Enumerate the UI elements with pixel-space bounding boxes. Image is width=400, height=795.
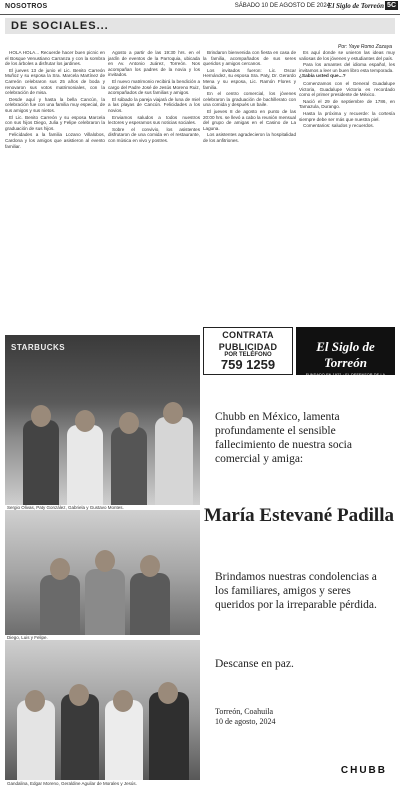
person-figure bbox=[61, 694, 99, 780]
obituary-place bbox=[215, 707, 275, 727]
obituary-intro: Chubb en México, lamenta profundamente el sensible fallecimiento de nuestra socia comercial y amiga: bbox=[215, 411, 352, 465]
deceased-name: María Estevané Padilla bbox=[204, 505, 394, 526]
person-figure bbox=[149, 692, 189, 780]
person-figure bbox=[155, 417, 193, 505]
person-head bbox=[31, 405, 51, 427]
paragraph: Es aquí donde se unieron las ideas muy valiosas de los jóvenes y estudiantes del país. bbox=[299, 50, 395, 61]
paragraph: El Lic. Benito Carreón y su esposa Marcela con sus hijos Diego, Julia y Felipe celebraron la graduación de sus hijos. bbox=[5, 114, 105, 131]
ad-line: POR TELÉFONO bbox=[224, 352, 272, 358]
newspaper-logo-ad bbox=[296, 327, 395, 381]
paragraph: Brindaron bienvenida con fiesta en casa de la familia, acompañados de sus seres queridos y amigos cercanos. bbox=[203, 50, 296, 67]
column-header: DE SOCIALES... bbox=[5, 18, 395, 34]
photo-caption: Diego, Luis y Felipe. bbox=[7, 635, 48, 640]
paragraph: En el centro comercial, los jóvenes celebraron la graduación de bachillerato con una comida y después un baile. bbox=[203, 91, 296, 108]
person-head bbox=[50, 558, 70, 580]
person-head bbox=[163, 402, 183, 424]
paragraph: Para los amantes del idioma español, les invitamos a leer un buen libro esta temporada. bbox=[299, 62, 395, 73]
person-figure bbox=[85, 569, 125, 635]
ad-phone: 759 1259 bbox=[220, 357, 276, 372]
ad-line: PUBLICIDAD bbox=[218, 342, 278, 352]
person-head bbox=[119, 412, 139, 434]
paragraph: Los invitados fueron: Lic. Oscar Hernández, su esposa Sra. Paty, Dr. Gerardo Mena y su esposa, Lic. Ramón Flores y familia. bbox=[203, 67, 296, 90]
article-column-1 bbox=[5, 50, 105, 330]
person-head bbox=[140, 555, 160, 577]
person-head bbox=[69, 684, 89, 706]
social-photo-group bbox=[5, 335, 200, 505]
paragraph: Agosto a partir de las 19:30 hrs. en el jardín de eventos de la Parroquia, ubicada en Av. Antonio Juárez, Torreón. Nos acompañan los padres de la novia y los invitados. bbox=[108, 50, 200, 78]
photo-caption: Sergio Olivas, Paty González, Gabriela y Gustavo Montes. bbox=[7, 505, 124, 510]
page-number: 5C bbox=[387, 2, 396, 9]
social-photo-boys bbox=[5, 510, 200, 635]
person-figure bbox=[67, 425, 103, 505]
paragraph: El jueves 8 de agosto en punto de las 20:00 hrs. se llevó a cabo la reunión mensual del grupo de amigas en el Casino de La Laguna. bbox=[203, 108, 296, 131]
person-head bbox=[75, 410, 95, 432]
obituary-body: Brindamos nuestras condolencias a los familiares, amigos y seres queridos por la irreparable pérdida. bbox=[215, 571, 377, 611]
person-figure bbox=[17, 700, 55, 780]
paragraph: Desde aquí y hasta la bella Cancún, la celebración fue con una familia muy especial, de sus amigos y sus nietos. bbox=[5, 96, 105, 113]
obituary-date: 10 de agosto, 2024 bbox=[215, 717, 276, 726]
obituary-city: Torreón, Coahuila bbox=[215, 707, 274, 716]
advertising-contact-ad[interactable] bbox=[203, 327, 293, 375]
paragraph: HOLA HOLA... Recuerde hacer buen picnic en el Bosque Venustiano Carranza y con la sombra de los árboles a disfrutar los jardines. bbox=[5, 50, 105, 67]
paragraph: El nuevo matrimonio recibirá la bendición a cargo del Padre José de Jesús Moreno Ruiz, acompañados de sus familias y amigos. bbox=[108, 78, 200, 96]
section-name: NOSOTROS bbox=[5, 3, 48, 10]
article-column-2 bbox=[108, 50, 200, 330]
paragraph: Enviamos saludos a todos nuestros lectores y esperamos sus noticias sociales. bbox=[108, 114, 200, 126]
rest-in-peace: Descanse en paz. bbox=[215, 658, 294, 670]
article-column-4 bbox=[299, 50, 395, 322]
paragraph: Comentarios: saludos y recuerdos. bbox=[303, 123, 374, 129]
byline: Por: Yaye Romo Zozaya bbox=[337, 44, 392, 50]
person-head bbox=[158, 682, 178, 704]
person-head bbox=[113, 690, 133, 712]
article-column-3 bbox=[203, 50, 296, 322]
page-topbar bbox=[0, 0, 400, 15]
paragraph: Felicidades a la familia Lozano Villalobos, Cardona y los amigos que asistieron al evento familiar. bbox=[5, 132, 105, 149]
photo-caption: Gandalina, Edgar Moreno, Geraldine Aguilar de Morales y Jesús. bbox=[7, 781, 137, 786]
paragraph: Hasta la próxima y recuerde: la cortesía siempre debe ser más que nuestra piel. bbox=[299, 110, 395, 122]
subheading: ¿Sabía usted que...? bbox=[299, 74, 346, 80]
company-logo: CHUBB bbox=[340, 765, 387, 776]
issue-date: SÁBADO 10 DE AGOSTO DE 2024 bbox=[234, 3, 330, 9]
store-sign: STARBUCKS bbox=[11, 343, 66, 352]
paragraph: Sobre el convivio, los asistentes disfrutaron de una comida en el restaurante, con música en vivo y postres. bbox=[108, 126, 200, 143]
obituary-notice bbox=[203, 380, 395, 790]
person-figure bbox=[111, 427, 147, 505]
paragraph: El sábado la pareja viajará de luna de miel a las playas de Cancún. Felicidades a los novios. bbox=[108, 96, 200, 113]
paragraph: Nació el 29 de septiembre de 1786, en Tamazula, Durango. bbox=[299, 98, 395, 110]
newspaper-logo: El Siglo de Torreón bbox=[316, 339, 375, 370]
person-figure bbox=[23, 420, 59, 505]
person-figure bbox=[130, 573, 170, 635]
newspaper-name: El Siglo de Torreón bbox=[327, 2, 384, 10]
newspaper-tagline: FUNDADO EN 1922 · EL DEFENSOR DE LA COMUNIDAD bbox=[305, 373, 386, 381]
paragraph: El jueves 13 de junio el Lic. Benito Carreón Muñoz y su esposa la Sra. Marcela Martínez de Carreón celebraron sus 25 años de boda y renovaron sus votos matrimoniales, con la celebración de misa. bbox=[5, 67, 105, 96]
person-head bbox=[95, 550, 115, 572]
social-photo-couples bbox=[5, 640, 200, 780]
person-head bbox=[25, 690, 45, 712]
person-figure bbox=[40, 575, 80, 635]
paragraph: Los asistentes agradecieron la hospitalidad de los anfitriones. bbox=[203, 132, 296, 143]
person-figure bbox=[105, 700, 143, 780]
paragraph: Comenzamos con el General Guadalupe Victoria, Guadalupe Victoria es recordado como el primer presidente de México. bbox=[299, 80, 395, 98]
ad-line: CONTRATA bbox=[222, 330, 274, 340]
